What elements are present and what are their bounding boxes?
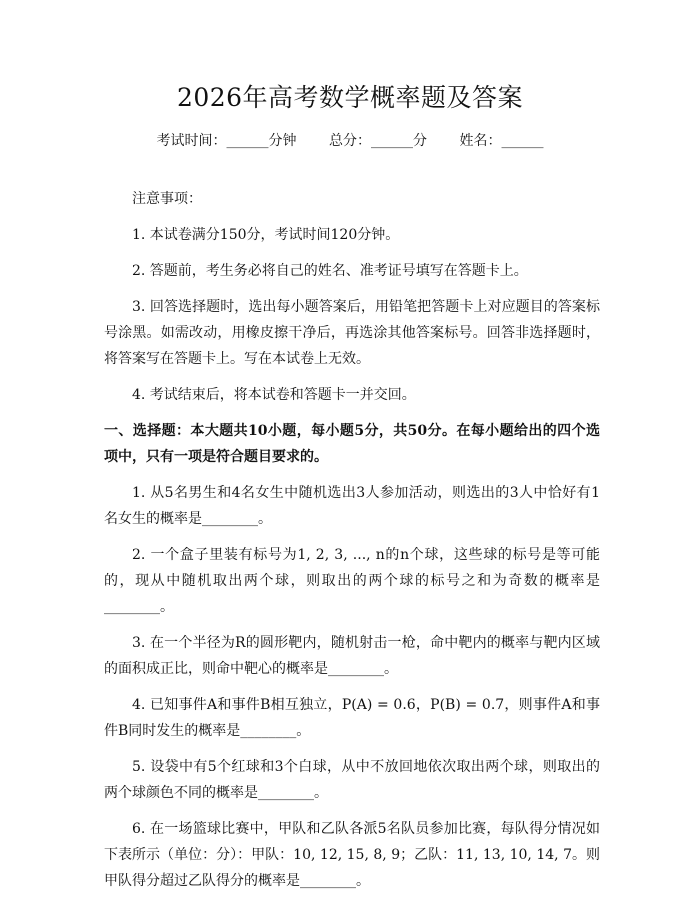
student-name-field: 姓名：______ bbox=[459, 133, 544, 149]
notice-item-2: 2. 答题前，考生务必将自己的姓名、准考证号填写在答题卡上。 bbox=[132, 263, 528, 279]
notice-item-4: 4. 考试结束后，将本试卷和答题卡一并交回。 bbox=[132, 387, 416, 403]
notice-item-1: 1. 本试卷满分150分，考试时间120分钟。 bbox=[132, 227, 400, 243]
question-6: 6. 在一场篮球比赛中，甲队和乙队各派5名队员参加比赛，每队得分情况如下表所示（单位：分）：甲队：10, 12, 15, 8, 9；乙队：11, 13, 10, 14, 7。则甲队得分超过乙队得分的概率是________。 bbox=[104, 821, 600, 889]
notice-item-3: 3. 回答选择题时，选出每小题答案后，用铅笔把答题卡上对应题目的答案标号涂黑。如需改动，用橡皮擦干净后，再选涂其他答案标号。回答非选择题时，将答案写在答题卡上。写在本试卷上无效。 bbox=[104, 299, 600, 367]
question-1: 1. 从5名男生和4名女生中随机选出3人参加活动，则选出的3人中恰好有1名女生的概率是________。 bbox=[104, 485, 600, 527]
page-title: 2026年高考数学概率题及答案 bbox=[176, 83, 524, 112]
exam-body bbox=[104, 186, 600, 904]
total-score-field: 总分：______分 bbox=[329, 133, 427, 149]
question-3: 3. 在一个半径为R的圆形靶内，随机射击一枪，命中靶内的概率与靶内区域的面积成正比，则命中靶心的概率是________。 bbox=[104, 635, 600, 677]
exam-info-line bbox=[0, 130, 700, 150]
question-5: 5. 设袋中有5个红球和3个白球，从中不放回地依次取出两个球，则取出的两个球颜色不同的概率是________。 bbox=[104, 759, 600, 801]
question-2: 2. 一个盒子里装有标号为1, 2, 3, ..., n的n个球，这些球的标号是等可能的，现从中随机取出两个球，则取出的两个球的标号之和为奇数的概率是________。 bbox=[104, 547, 600, 615]
question-4: 4. 已知事件A和事件B相互独立，P(A) = 0.6，P(B) = 0.7，则事件A和事件B同时发生的概率是________。 bbox=[104, 697, 600, 739]
notice-heading: 注意事项： bbox=[132, 191, 202, 207]
section-heading-choice: 一、选择题：本大题共10小题，每小题5分，共50分。在每小题给出的四个选项中，只有一项是符合题目要求的。 bbox=[104, 423, 600, 465]
exam-time-field: 考试时间：______分钟 bbox=[156, 133, 297, 149]
